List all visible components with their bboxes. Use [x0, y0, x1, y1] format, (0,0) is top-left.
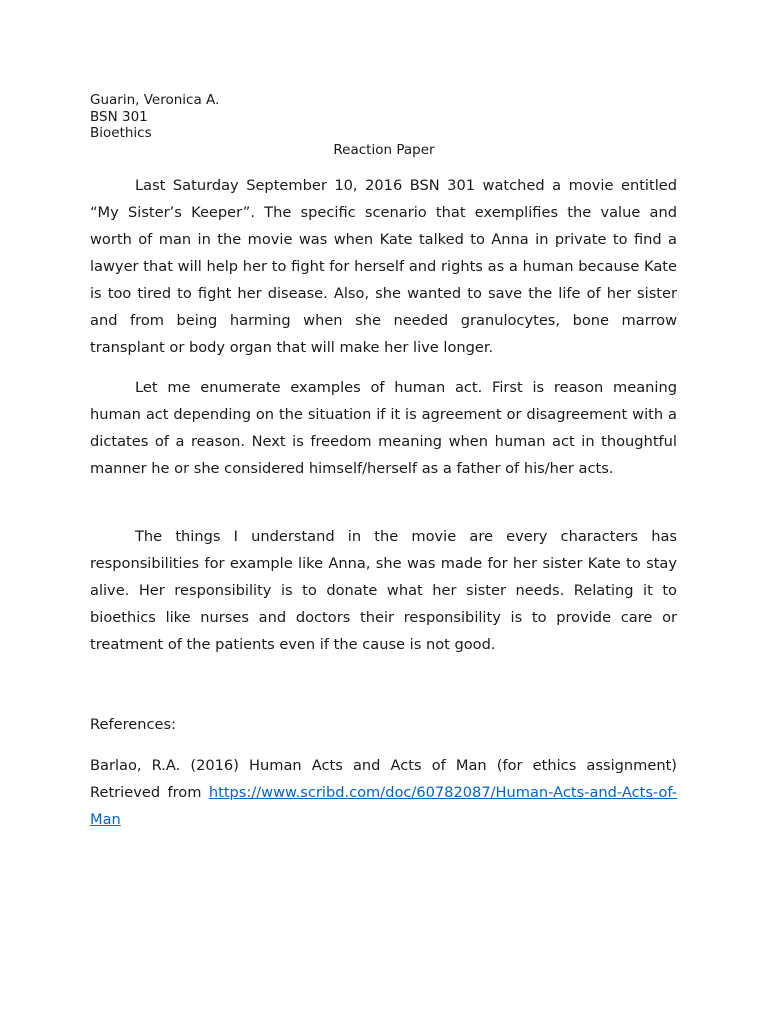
reference-link[interactable]: https://www.scribd.com/doc/60782087/Human-Acts-and-Acts-of-Man: [90, 784, 677, 828]
paragraph-2: Let me enumerate examples of human act. First is reason meaning human act depending on the situation if it is agreement or disagreement with a dictates of a reason. Next is freedom meaning when human act in thoughtful manner he or she considered himself/herself as a father of his/her acts.: [90, 379, 677, 477]
references-heading: References:: [90, 716, 177, 733]
author-name: Guarin, Veronica A.: [90, 92, 220, 108]
paragraph-1: Last Saturday September 10, 2016 BSN 301 watched a movie entitled “My Sister’s Keeper”. The specific scenario that exemplifies the value and worth of man in the movie was when Kate talked to Anna in private to find a lawyer that will help her to fight for herself and rights as a human because Kate is too tired to fight her disease. Also, she wanted to save the life of her sister and from being harming when she needed granulocytes, bone marrow transplant or body organ that will make her live longer.: [90, 177, 677, 356]
subject-name: Bioethics: [90, 125, 152, 141]
class-section: BSN 301: [90, 108, 148, 125]
document-title: Reaction Paper: [333, 142, 435, 158]
document-header: [90, 92, 219, 142]
reference-citation: Barlao, R.A. (2016) Human Acts and Acts of Man (for ethics assignment) Retrieved from: [90, 757, 677, 801]
reference-entry: [90, 752, 677, 833]
paragraph-3: The things I understand in the movie are every characters has responsibilities for example like Anna, she was made for her sister Kate to stay alive. Her responsibility is to donate what her sister needs. Relating it to bioethics like nurses and doctors their responsibility is to provide care or treatment of the patients even if the cause is not good.: [90, 528, 677, 653]
